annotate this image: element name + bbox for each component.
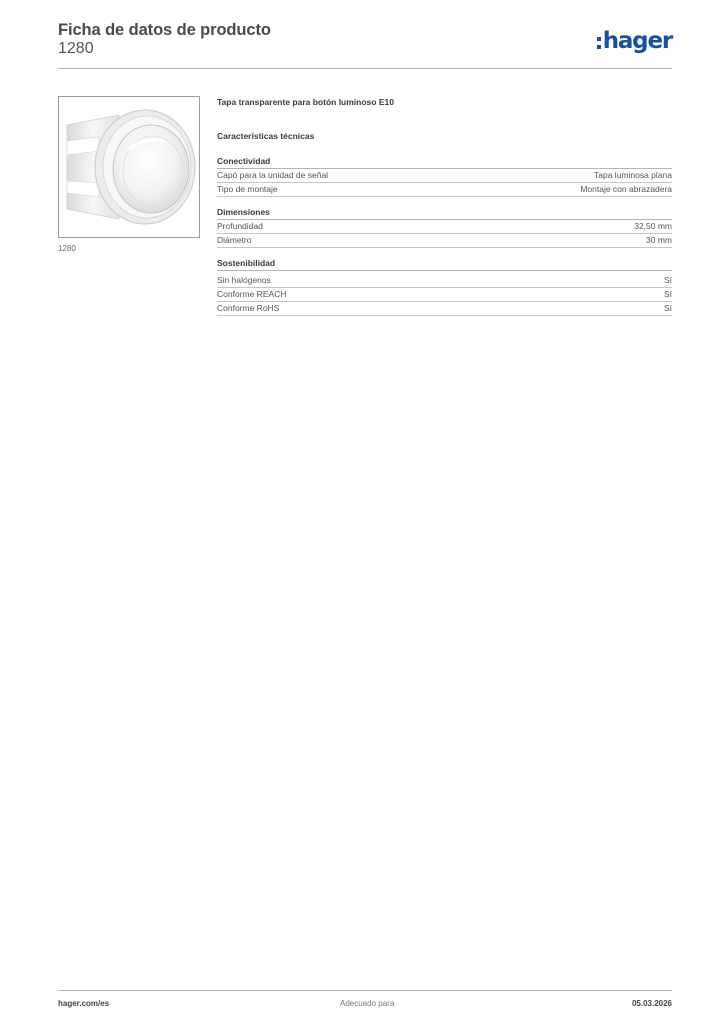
row-label: Conforme RoHS — [217, 303, 280, 313]
group-sostenibilidad — [217, 258, 672, 316]
group-title: Sostenibilidad — [217, 258, 672, 271]
group-title: Dimensiones — [217, 207, 672, 220]
row-label: Conforme REACH — [217, 289, 287, 299]
technical-characteristics-title: Características técnicas — [217, 131, 315, 141]
product-description: Tapa transparente para botón luminoso E10 — [217, 97, 394, 107]
row-label: Sin halógenos — [217, 275, 271, 285]
table-row — [217, 288, 672, 302]
table-row — [217, 274, 672, 288]
transparent-cap-icon — [59, 97, 199, 237]
group-conectividad — [217, 156, 672, 197]
footer-date: 05.03.2026 — [631, 999, 672, 1008]
footer-center-text: Adecuado para — [340, 999, 395, 1008]
image-caption: 1280 — [58, 244, 76, 253]
row-value: 32,50 mm — [634, 221, 672, 231]
page-header — [58, 20, 672, 70]
row-value: Tapa luminosa plana — [594, 170, 672, 180]
footer-website-link[interactable]: hager.com/es — [58, 999, 110, 1008]
document-subtitle: 1280 — [58, 40, 94, 57]
row-label: Capó para la unidad de señal — [217, 170, 329, 180]
row-value: Montaje con abrazadera — [580, 184, 672, 194]
logo-colon-icon — [597, 37, 601, 49]
hager-logo — [597, 26, 672, 56]
header-divider — [58, 68, 672, 69]
table-row — [217, 183, 672, 197]
table-row — [217, 220, 672, 234]
table-row — [217, 302, 672, 316]
product-image — [58, 96, 200, 238]
table-row — [217, 169, 672, 183]
footer-divider — [58, 990, 672, 991]
row-value: 30 mm — [646, 235, 672, 245]
row-label: Profundidad — [217, 221, 263, 231]
logo-text: hager — [602, 28, 672, 54]
table-row — [217, 234, 672, 248]
row-label: Diámetro — [217, 235, 252, 245]
group-dimensiones — [217, 207, 672, 248]
document-title: Ficha de datos de producto — [58, 21, 271, 39]
group-title: Conectividad — [217, 156, 672, 169]
row-value: Sí — [663, 275, 672, 285]
product-content — [217, 96, 672, 316]
row-value: Sí — [663, 303, 672, 313]
row-value: Sí — [663, 289, 672, 299]
row-label: Tipo de montaje — [217, 184, 278, 194]
